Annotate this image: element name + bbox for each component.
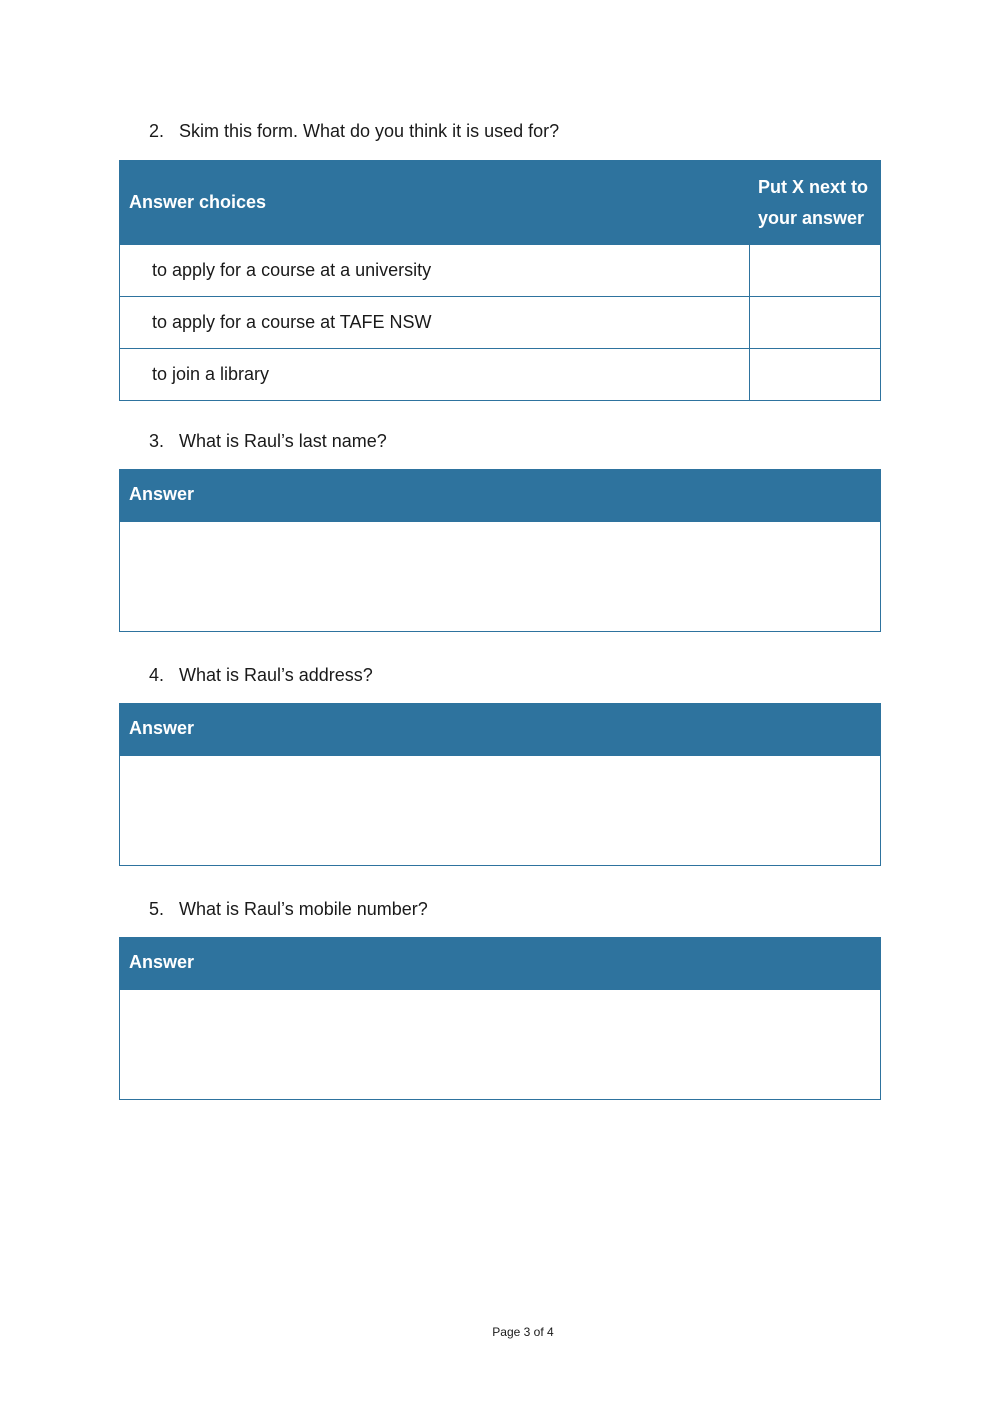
answer-box-address: [119, 703, 881, 866]
put-x-header-line2: your answer: [758, 207, 865, 228]
answer-field-mobile[interactable]: [120, 990, 880, 1099]
question-4: [149, 664, 373, 686]
question-4-text: What is Raul’s address?: [179, 665, 373, 685]
choice-label-university: to apply for a course at a university: [120, 245, 750, 297]
question-4-number: 4.: [149, 665, 165, 685]
put-x-header-line1: Put X next to: [758, 176, 869, 197]
answer-choices-header-row: [120, 161, 881, 245]
answer-header-mobile: Answer: [120, 938, 880, 990]
answer-header-address: Answer: [120, 704, 880, 756]
question-5-text: What is Raul’s mobile number?: [179, 899, 428, 919]
answer-field-address[interactable]: [120, 756, 880, 865]
question-2-text: Skim this form. What do you think it is used for?: [179, 121, 560, 141]
question-5: [149, 898, 428, 920]
choice-mark-university[interactable]: [750, 245, 881, 297]
choice-row-library: [120, 349, 881, 401]
answer-choices-table: [119, 160, 881, 401]
choice-mark-library[interactable]: [750, 349, 881, 401]
answer-choices-header: Answer choices: [120, 161, 750, 245]
answer-field-last-name[interactable]: [120, 522, 880, 631]
question-5-number: 5.: [149, 899, 165, 919]
question-2-number: 2.: [149, 121, 165, 141]
choice-row-tafe: [120, 297, 881, 349]
answer-box-mobile: [119, 937, 881, 1100]
question-2: [149, 120, 559, 142]
question-3: [149, 430, 387, 452]
choice-row-university: [120, 245, 881, 297]
answer-box-last-name: [119, 469, 881, 632]
page-number: Page 3 of 4: [492, 1325, 554, 1339]
choice-mark-tafe[interactable]: [750, 297, 881, 349]
put-x-header: [750, 161, 881, 245]
answer-header-last-name: Answer: [120, 470, 880, 522]
choice-label-library: to join a library: [120, 349, 750, 401]
choice-label-tafe: to apply for a course at TAFE NSW: [120, 297, 750, 349]
question-3-number: 3.: [149, 431, 165, 451]
question-3-text: What is Raul’s last name?: [179, 431, 387, 451]
